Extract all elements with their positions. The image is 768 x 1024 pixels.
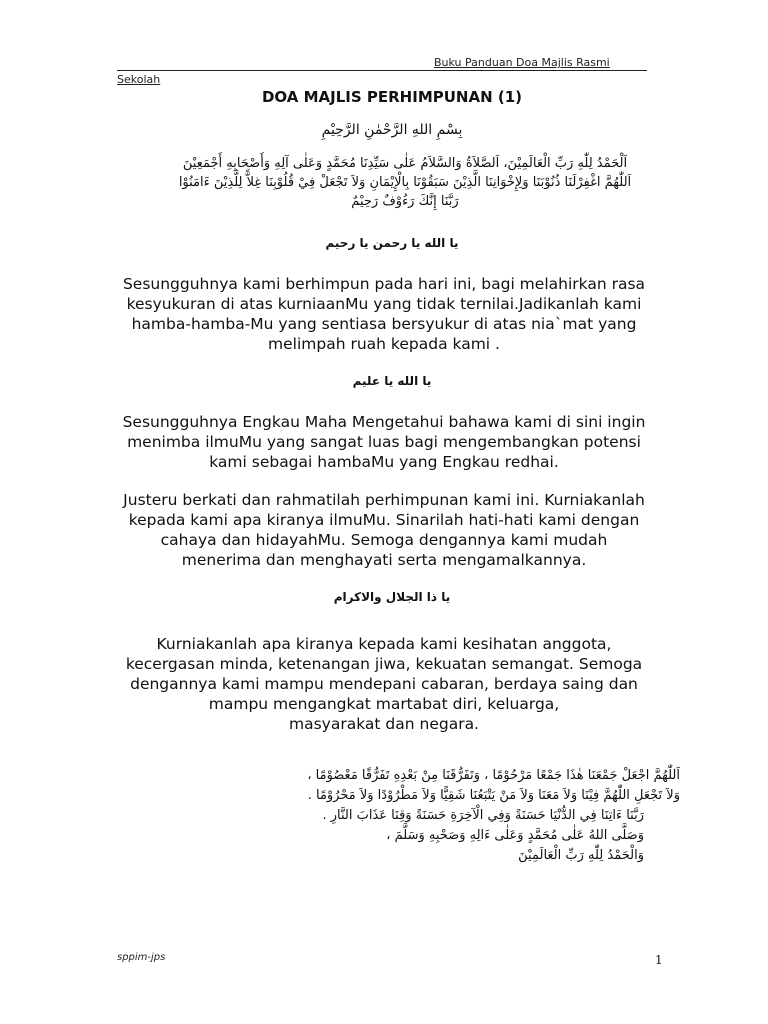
paragraph-line: menerima dan menghayati serta mengamalkannya. bbox=[181, 551, 587, 569]
bismillah-line: بِسْمِ اللهِ الرَّحْمٰنِ الرَّحِيْمِ bbox=[321, 122, 463, 138]
paragraph-line: Justeru berkati dan rahmatilah perhimpunan kami ini. Kurniakanlah bbox=[123, 491, 645, 509]
footer-author: sppim-jps bbox=[117, 952, 166, 963]
paragraph-line: kami sebagai hambaMu yang Engkau redhai. bbox=[209, 453, 559, 471]
header-book-title: Buku Panduan Doa Majlis Rasmi bbox=[434, 56, 610, 69]
closing-arabic-line: وَصَلَّى اللهُ عَلٰى مُحَمَّدٍ وَعَلٰى ءَالِهِ وَصَحْبِهِ وَسَلَّمَ ، bbox=[386, 828, 644, 843]
opening-arabic-line: رَبَّنَا إِنَّكَ رَءُوْفٌ رَحِيْمٌ bbox=[351, 194, 459, 209]
invocation-ya-allah-ya-alim: يا الله يا عليم bbox=[352, 374, 432, 388]
closing-arabic-line: اَللّٰهُمَّ اجْعَلْ جَمْعَنَا هٰذَا جَمْعًا مَرْحُوْمًا ، وَتَفَرُّقَنَا مِنْ بَعْدِهِ تَفَرُّقًا مَعْصُوْمًا ، bbox=[307, 768, 680, 783]
header-school: Sekolah bbox=[117, 73, 161, 86]
opening-arabic-prayer bbox=[110, 154, 700, 211]
paragraph-line: Sesungguhnya kami berhimpun pada hari ini, bagi melahirkan rasa bbox=[122, 275, 646, 293]
paragraph-line: menimba ilmuMu yang sangat luas bagi mengembangkan potensi bbox=[127, 433, 641, 451]
closing-arabic-line: وَالْحَمْدُ لِلّٰهِ رَبِّ الْعَالَمِيْنَ bbox=[518, 848, 644, 863]
page-title: DOA MAJLIS PERHIMPUNAN (1) bbox=[261, 88, 523, 106]
closing-arabic-line: وَلاَ تَجْعَلِ اللّٰهُمَّ فِيْنَا وَلاَ مَعَنَا وَلاَ مَنْ يَتْبَعُنَا شَقِيًّا وَلاَ مَطْرُوْدًا وَلاَ مَحْرُوْمًا . bbox=[307, 788, 680, 803]
page-number: 1 bbox=[655, 953, 663, 967]
header-rule bbox=[117, 70, 647, 71]
paragraph-blessing bbox=[100, 490, 668, 570]
paragraph-line: hamba-hamba-Mu yang sentiasa bersyukur di atas nia`mat yang bbox=[131, 315, 637, 333]
invocation-ya-allah-ya-rahman: يا الله يا رحمن يا رحيم bbox=[325, 236, 459, 250]
paragraph-health bbox=[100, 634, 668, 734]
paragraph-gratitude bbox=[100, 274, 668, 354]
paragraph-line: kecergasan minda, ketenangan jiwa, kekuatan semangat. Semoga bbox=[125, 655, 643, 673]
paragraph-line: melimpah ruah kepada kami . bbox=[268, 335, 500, 353]
paragraph-line: kesyukuran di atas kurniaanMu yang tidak ternilai.Jadikanlah kami bbox=[126, 295, 642, 313]
paragraph-line: mampu mengangkat martabat diri, keluarga, bbox=[208, 695, 560, 713]
closing-arabic-line: رَبَّنَا ءَاتِنَا فِي الدُّنْيَا حَسَنَةً وَفِي الْآخِرَةِ حَسَنَةً وَقِنَا عَذَابَ النَّارِ . bbox=[322, 808, 644, 823]
paragraph-line: cahaya dan hidayahMu. Semoga dengannya kami mudah bbox=[160, 531, 608, 549]
opening-arabic-line: اَلْحَمْدُ لِلّٰهِ رَبِّ الْعَالَمِيْنَ، اَلصَّلاَةُ وَالسَّلاَمُ عَلٰى سَيِّدِنَا مُحَمَّدٍ وَعَلٰى آلِهِ وَأَصْحَابِهِ أَجْمَعِيْنَ bbox=[182, 156, 628, 171]
paragraph-knowledge bbox=[100, 412, 668, 472]
paragraph-line: Kurniakanlah apa kiranya kepada kami kesihatan anggota, bbox=[156, 635, 612, 653]
paragraph-line: Sesungguhnya Engkau Maha Mengetahui bahawa kami di sini ingin bbox=[122, 413, 646, 431]
paragraph-line: dengannya kami mampu mendepani cabaran, berdaya saing dan bbox=[130, 675, 638, 693]
opening-arabic-line: اَللّٰهُمَّ اغْفِرْلَنَا ذُنُوْبَنَا وَلِإِخْوَانِنَا الَّذِيْنَ سَبَقُوْنَا بِالْإِيْمَانِ وَلاَ تَجْعَلْ فِيْ قُلُوْبِنَا غِلاًّ لِلَّذِيْنَ ءَامَنُوْا bbox=[178, 175, 632, 190]
paragraph-line: masyarakat dan negara. bbox=[288, 715, 479, 733]
invocation-ya-dzal-jalal: يا ذا الجلال والاكرام bbox=[333, 590, 451, 604]
paragraph-line: kepada kami apa kiranya ilmuMu. Sinarilah hati-hati kami dengan bbox=[128, 511, 640, 529]
closing-arabic-prayer bbox=[100, 766, 680, 866]
